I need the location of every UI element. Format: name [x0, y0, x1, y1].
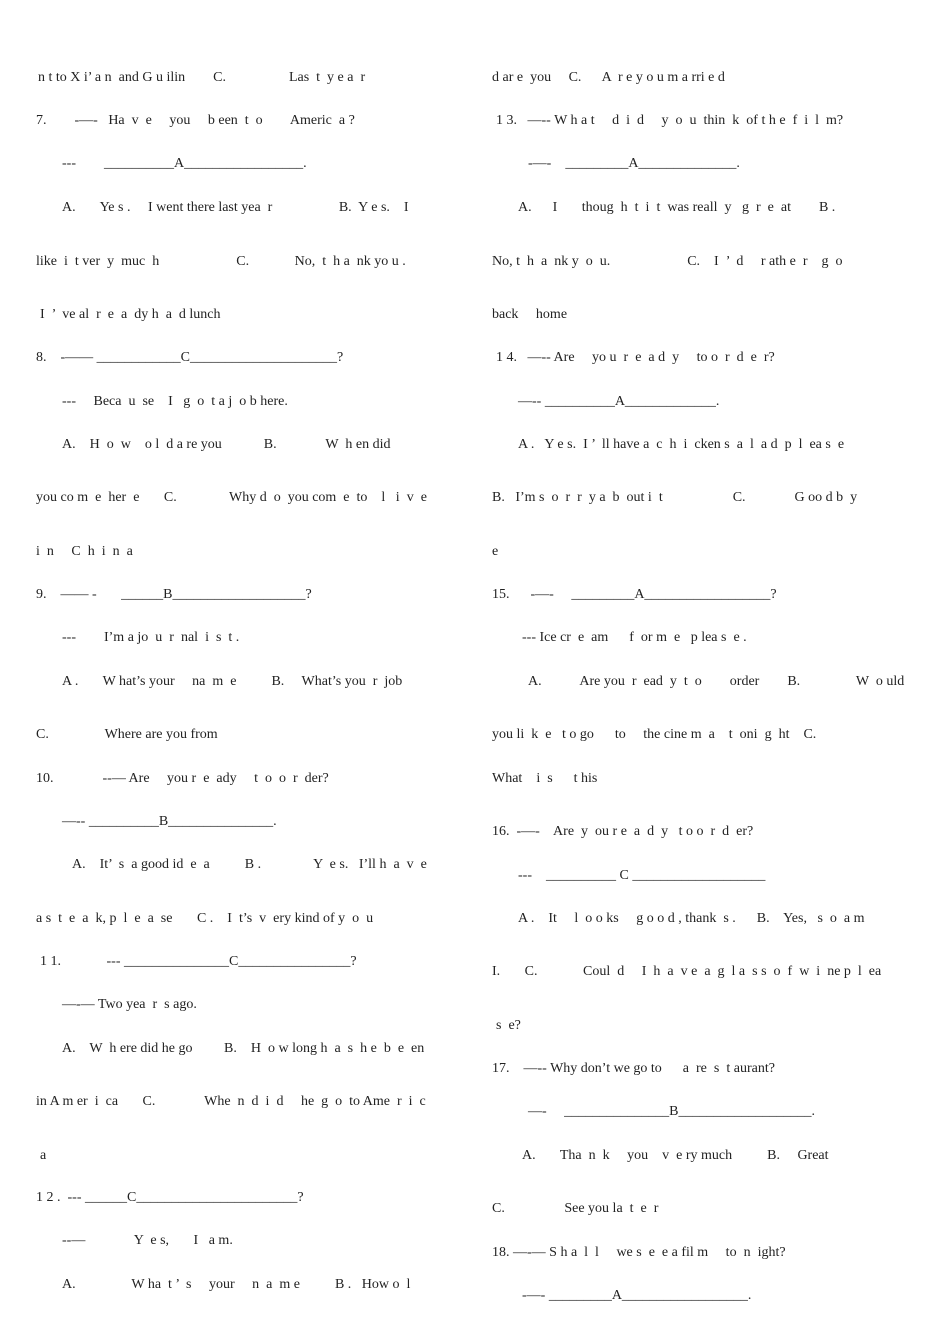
text-line: you co m e her e C. Why d o you com e to l i v e	[36, 490, 427, 505]
text-line: --- __________A_________________.	[62, 156, 307, 171]
text-line: 18. —-— S h a l l we s e e a fil m to n ight?	[492, 1245, 786, 1260]
text-line: A. Ye s . I went there last yea r B. Y e s. I	[62, 200, 409, 215]
text-line: 10. --— Are you r e ady t o o r der?	[36, 771, 329, 786]
text-line: A . W hat’s your na m e B. What’s you r job	[62, 674, 403, 689]
text-line: A. Tha n k you v e ry much B. Great	[522, 1148, 829, 1163]
text-line: --- Ice cr e am f or m e p lea s e .	[522, 630, 747, 645]
text-line: A. Are you r ead y t o order B. W o uld	[528, 674, 905, 689]
text-line: —-— Two yea r s ago.	[62, 997, 197, 1012]
text-line: 17. —-- Why don’t we go to a re s t aurant?	[492, 1061, 775, 1076]
text-line: d ar e you C. A r e y o u m a rri e d	[492, 70, 725, 85]
text-line: a s t e a k, p l e a se C . I t’s v ery kind of y o u	[36, 911, 374, 926]
text-line: i n C h i n a	[36, 544, 133, 559]
text-line: A. I thoug h t i t was reall y g r e at B .	[518, 200, 836, 215]
text-line: No, t h a nk y o u. C. I ’ d r ath e r g o	[492, 254, 843, 269]
text-line: 1 4. —-- Are yo u r e a d y to o r d e r?	[496, 350, 775, 365]
text-line: C. Where are you from	[36, 727, 218, 742]
text-line: back home	[492, 307, 568, 322]
text-line: --— Y e s, I a m.	[62, 1233, 233, 1248]
text-line: I ’ ve al r e a dy h a d lunch	[40, 307, 221, 322]
text-line: like i t ver y muc h C. No, t h a nk yo u .	[36, 254, 406, 269]
text-line: 7. -—- Ha v e you b een t o Americ a ?	[36, 113, 355, 128]
text-line: B. I’m s o r r y a b out i t C. G oo d b y	[492, 490, 858, 505]
text-line: 8. -—— ____________C_____________________?	[36, 350, 344, 365]
text-line: 16. -—- Are y ou r e a d y t o o r d er?	[492, 824, 754, 839]
text-line: --- __________ C ___________________	[518, 868, 766, 883]
text-line: n t to X i’ a n and G u ilin C. Las t y e a r	[38, 70, 366, 85]
text-line: 9. —— - ______B___________________?	[36, 587, 312, 602]
text-line: I. C. Coul d I h a v e a g l a s s o f w i ne p l ea	[492, 964, 882, 979]
text-line: What i s t his	[492, 771, 598, 786]
text-line: —-- __________B_______________.	[62, 814, 277, 829]
text-line: -—- _________A______________.	[528, 156, 740, 171]
text-line: A. W ha t ’ s your n a m e B . How o l	[62, 1277, 411, 1292]
text-line: --- I’m a jo u r nal i s t .	[62, 630, 240, 645]
text-line: s e?	[496, 1018, 521, 1033]
text-line: A. It’ s a good id e a B . Y e s. I’ll h a v e	[72, 857, 427, 872]
text-line: C. See you la t e r	[492, 1201, 659, 1216]
text-line: A . Y e s. I ’ ll have a c h i cken s a l a d p l ea s e	[518, 437, 845, 452]
text-line: in A m er i ca C. Whe n d i d he g o to Ame r i c	[36, 1094, 426, 1109]
text-line: —- _______________B___________________.	[528, 1104, 815, 1119]
text-line: 1 2 . --- ______C_______________________?	[36, 1190, 304, 1205]
text-line: A. H o w o l d a re you B. W h en did	[62, 437, 391, 452]
text-line: A . It l o o ks g o o d , thank s . B. Yes, s o a m	[518, 911, 865, 926]
text-line: 1 3. —-- W h a t d i d y o u thin k of t h e f i l m?	[496, 113, 844, 128]
text-line: 15. -—- _________A__________________?	[492, 587, 777, 602]
text-line: 1 1. --- _______________C________________?	[40, 954, 357, 969]
text-line: e	[492, 544, 499, 559]
text-line: --- Beca u se I g o t a j o b here.	[62, 394, 288, 409]
text-line: -—- _________A__________________.	[522, 1288, 752, 1303]
text-line: you li k e t o go to the cine m a t oni g ht C.	[492, 727, 817, 742]
text-line: A. W h ere did he go B. H o w long h a s h e b e en	[62, 1041, 425, 1056]
text-line: a	[40, 1148, 47, 1163]
text-line: —-- __________A_____________.	[518, 394, 720, 409]
